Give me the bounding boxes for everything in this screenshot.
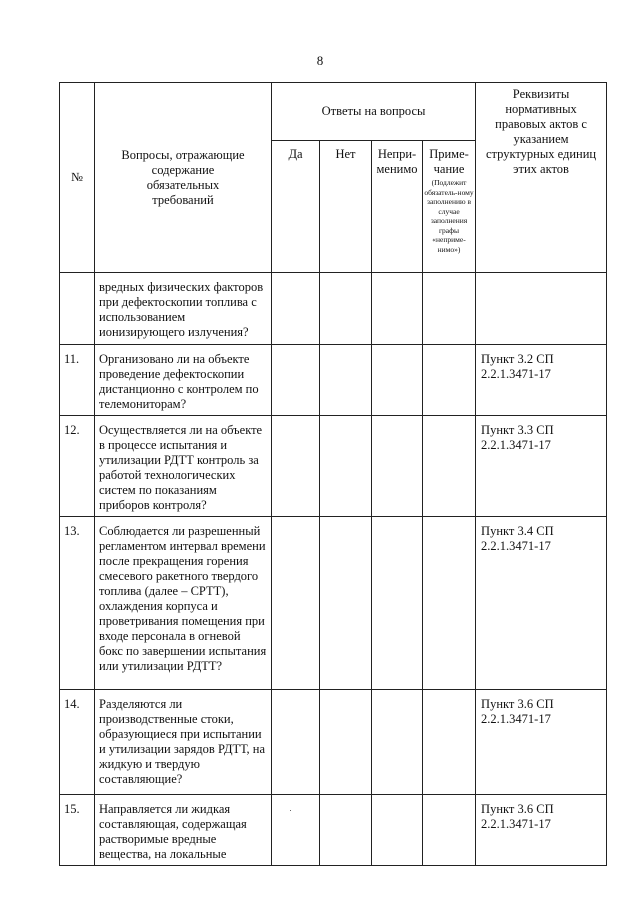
page-number: 8 — [316, 53, 324, 68]
answer-note-cell[interactable] — [423, 795, 476, 866]
row-number: 15. — [60, 795, 95, 866]
answer-note-cell[interactable] — [423, 416, 476, 517]
answer-no-cell[interactable] — [320, 273, 372, 345]
table-row — [60, 345, 607, 416]
table-row — [60, 273, 607, 345]
column-header-requisites: Реквизиты нормативных правовых актов с указанием структурных единиц этих актов — [476, 83, 607, 273]
answer-not-applicable-cell[interactable] — [372, 416, 423, 517]
row-reference: Пункт 3.3 СП 2.2.1.3471-17 — [476, 416, 607, 517]
column-header-questions — [95, 83, 272, 273]
column-header-no: Нет — [320, 141, 372, 273]
answer-no-cell[interactable] — [320, 690, 372, 795]
row-question: Направляется ли жидкая составляющая, содержащая растворимые вредные вещества, на локальные — [95, 795, 272, 866]
answer-yes-cell[interactable] — [272, 795, 320, 866]
column-header-not-applicable: Непри-менимо — [372, 141, 423, 273]
table-header — [60, 83, 607, 273]
row-reference: Пункт 3.6 СП 2.2.1.3471-17 — [476, 690, 607, 795]
answer-no-cell[interactable] — [320, 517, 372, 690]
row-question: Осуществляется ли на объекте в процессе испытания и утилизации РДТТ контроль за работой технологических систем по показаниям приборов контроля? — [95, 416, 272, 517]
row-number — [60, 273, 95, 345]
row-question: Организовано ли на объекте проведение дефектоскопии дистанционно с контролем по телемониторам? — [95, 345, 272, 416]
answer-not-applicable-cell[interactable] — [372, 690, 423, 795]
column-header-questions-text: Вопросы, отражающие содержание обязательных требований — [121, 147, 245, 207]
row-question: Разделяются ли производственные стоки, образующиеся при испытании и утилизации зарядов РДТТ, на жидкую и твердую составляющие? — [95, 690, 272, 795]
answer-not-applicable-cell[interactable] — [372, 517, 423, 690]
row-number: 11. — [60, 345, 95, 416]
row-number: 14. — [60, 690, 95, 795]
table-row — [60, 795, 607, 866]
column-header-note — [423, 141, 476, 273]
column-header-note-hint: (Подлежит обязатель-ному заполнению в случае заполнения графы «неприме-нимо») — [424, 178, 474, 254]
column-header-note-label: Приме-чание — [429, 147, 469, 176]
table-row — [60, 517, 607, 690]
answer-yes-cell[interactable] — [272, 517, 320, 690]
answer-not-applicable-cell[interactable] — [372, 795, 423, 866]
checklist-table — [59, 82, 607, 866]
row-number: 13. — [60, 517, 95, 690]
row-reference: Пункт 3.2 СП 2.2.1.3471-17 — [476, 345, 607, 416]
answer-yes-cell[interactable] — [272, 345, 320, 416]
table-row — [60, 416, 607, 517]
row-reference — [476, 273, 607, 345]
answer-yes-cell[interactable] — [272, 273, 320, 345]
row-question: Соблюдается ли разрешенный регламентом интервал времени после прекращения горения смесевого ракетного твердого топлива (далее – СРТТ), охлаждения корпуса и проветривания помещения при входе персонала в огневой бокс по завершении испытания или утилизации РДТТ? — [95, 517, 272, 690]
answer-no-cell[interactable] — [320, 345, 372, 416]
answer-yes-cell[interactable] — [272, 416, 320, 517]
row-number: 12. — [60, 416, 95, 517]
answer-note-cell[interactable] — [423, 273, 476, 345]
answer-not-applicable-cell[interactable] — [372, 345, 423, 416]
row-question: вредных физических факторов при дефектоскопии топлива с использованием ионизирующего излучения? — [95, 273, 272, 345]
row-reference: Пункт 3.4 СП 2.2.1.3471-17 — [476, 517, 607, 690]
scan-speck — [290, 810, 291, 811]
answer-note-cell[interactable] — [423, 345, 476, 416]
column-header-answers: Ответы на вопросы — [272, 83, 476, 141]
answer-not-applicable-cell[interactable] — [372, 273, 423, 345]
row-reference: Пункт 3.6 СП 2.2.1.3471-17 — [476, 795, 607, 866]
table-row — [60, 690, 607, 795]
column-header-yes: Да — [272, 141, 320, 273]
column-header-number: № — [60, 83, 95, 273]
answer-note-cell[interactable] — [423, 690, 476, 795]
answer-yes-cell[interactable] — [272, 690, 320, 795]
answer-note-cell[interactable] — [423, 517, 476, 690]
answer-no-cell[interactable] — [320, 795, 372, 866]
answer-no-cell[interactable] — [320, 416, 372, 517]
